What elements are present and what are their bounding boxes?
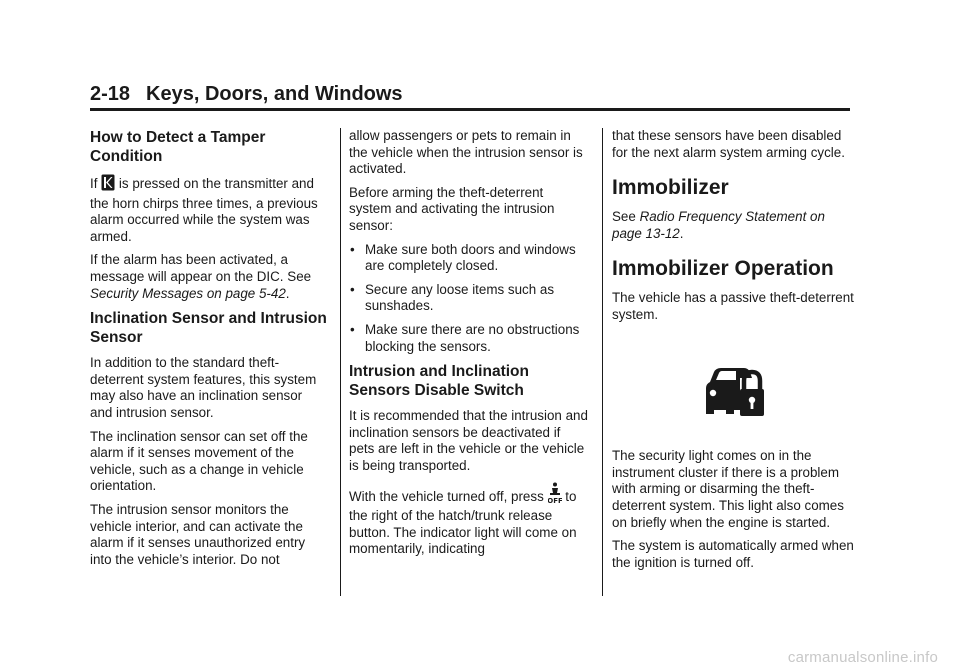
security-lock-car-icon (704, 366, 766, 418)
text-press: With the vehicle turned off, press (349, 488, 544, 504)
text-period: . (285, 285, 290, 301)
heading-disable-switch: Intrusion and Inclination Sensors Disable Switch (349, 363, 529, 400)
text-see: See (612, 209, 636, 225)
text-see: See (287, 268, 312, 284)
paragraph-dic (90, 252, 328, 302)
link-radio-frequency[interactable]: Radio Frequency Statement on page 13-12 (612, 209, 825, 241)
intrusion-sensor-off-icon (548, 482, 562, 509)
svg-text:OFF: OFF (547, 496, 562, 504)
paragraph-disabled: that these sensors have been disabled for the next alarm system arming cycle. (612, 128, 845, 160)
paragraph-continued: allow passengers or pets to remain in the vehicle when the intrusion sensor is activated. (349, 128, 583, 177)
list-item: • Make sure both doors and windows are completely closed. (349, 242, 589, 275)
column-divider-2 (602, 128, 603, 596)
header-rule (90, 108, 850, 111)
paragraph-standard: In addition to the standard theft-deterrent system features, this system may also have an inclination sensor and intrusion sensor. (90, 355, 317, 420)
page-header (90, 80, 850, 111)
paragraph-tamper (90, 174, 328, 245)
text-if: If (90, 176, 98, 191)
paragraph-press (349, 482, 589, 558)
paragraph-passive: The vehicle has a passive theft-deterrent system. (612, 290, 854, 322)
paragraph-inclination: The inclination sensor can set off the alarm if it senses movement of the vehicle, such as a change in vehicle orientation. (90, 428, 308, 494)
text-period: . (679, 225, 684, 241)
column-3 (612, 128, 857, 578)
security-light-figure (612, 366, 857, 423)
column-2 (349, 128, 589, 565)
heading-immobilizer: Immobilizer (612, 176, 729, 200)
list-item: • Secure any loose items such as sunshades. (349, 282, 589, 315)
lock-key-icon (101, 174, 115, 196)
paragraph-intrusion: The intrusion sensor monitors the vehicle interior, and can activate the alarm if it senses unauthorized entry into the vehicle’s interior. Do not (90, 501, 306, 567)
header-text (90, 80, 850, 108)
text-press-rest: to the right of the hatch/trunk release button. The indicator light will come on momentarily, indicating (349, 488, 577, 557)
heading-immobilizer-operation: Immobilizer Operation (612, 257, 834, 281)
section-title: Keys, Doors, and Windows (146, 83, 403, 105)
paragraph-see-radio (612, 209, 857, 242)
paragraph-recommend: It is recommended that the intrusion and inclination sensors be deactivated if pets are left in the vehicle or the vehicle is being transported. (349, 408, 588, 473)
link-security-messages[interactable]: Security Messages on page 5-42 (90, 285, 286, 301)
heading-inclination: Inclination Sensor and Intrusion Sensor (90, 310, 327, 347)
text-dic: If the alarm has been activated, a message will appear on the DIC. (90, 252, 289, 284)
heading-tamper: How to Detect a Tamper Condition (90, 129, 266, 165)
column-1 (90, 128, 328, 575)
paragraph-before-arming: Before arming the theft-deterrent system and activating the intrusion sensor: (349, 184, 555, 233)
list-item: • Make sure there are no obstructions blocking the sensors. (349, 322, 589, 355)
text-tamper: is pressed on the transmitter and the horn chirps three times, a previous alarm occurred while the system was armed. (90, 176, 318, 244)
paragraph-armed: The system is automatically armed when the ignition is turned off. (612, 538, 854, 570)
bullet-list (349, 242, 589, 356)
page-number: 2-18 (90, 83, 131, 105)
column-divider-1 (340, 128, 341, 596)
watermark: carmanualsonline.info (787, 649, 938, 666)
paragraph-security-light: The security light comes on in the instrument cluster if there is a problem with arming or disarming the theft-deterrent system. This light also comes on briefly when the engine is started. (612, 448, 844, 530)
